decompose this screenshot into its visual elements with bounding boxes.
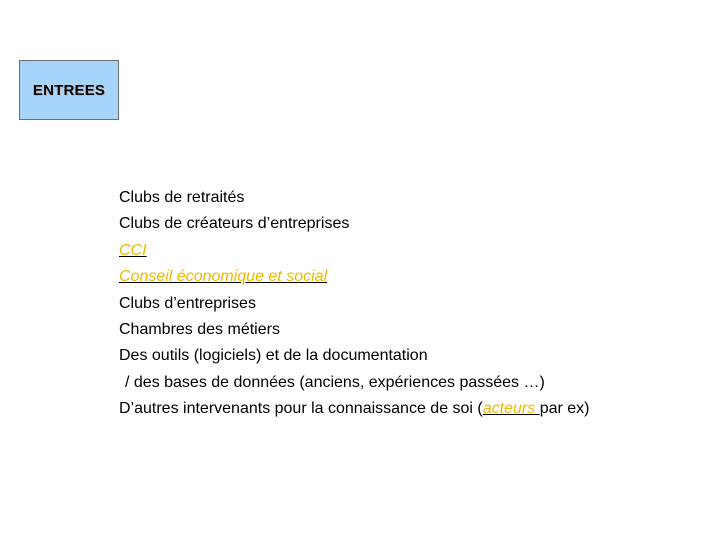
resource-list (119, 185, 589, 423)
acteurs-link[interactable]: acteurs (482, 400, 540, 418)
list-item-text: Clubs d’entreprises (119, 294, 256, 312)
entrees-heading-label: ENTREES (32, 81, 106, 99)
list-item-clubs-retraites (119, 185, 589, 211)
list-item-text: Clubs de retraités (119, 189, 245, 206)
list-item-clubs-createurs (119, 211, 589, 237)
list-item-text-before: D’autres intervenants pour la connaissance de soi ( (119, 400, 483, 418)
list-item-autres-intervenants (119, 396, 589, 422)
list-item-bases-donnees (119, 370, 589, 396)
list-item-text: Clubs de créateurs d’entreprises (119, 215, 350, 233)
conseil-economique-link[interactable]: Conseil économique et social (119, 268, 328, 286)
list-item-cci (119, 238, 589, 264)
cci-link[interactable]: CCI (119, 241, 147, 259)
list-item-text: / des bases de données (anciens, expériences passées …) (125, 373, 545, 391)
list-item-text: Chambres des métiers (119, 321, 280, 339)
list-item-chambres-metiers (119, 317, 589, 343)
list-item-conseil (119, 264, 589, 290)
list-item-text: Des outils (logiciels) et de la documentation (119, 347, 428, 365)
list-item-clubs-entreprises (119, 291, 589, 317)
list-item-outils (119, 343, 589, 369)
entrees-heading-box (19, 60, 119, 120)
list-item-text-after: par ex) (539, 400, 590, 418)
